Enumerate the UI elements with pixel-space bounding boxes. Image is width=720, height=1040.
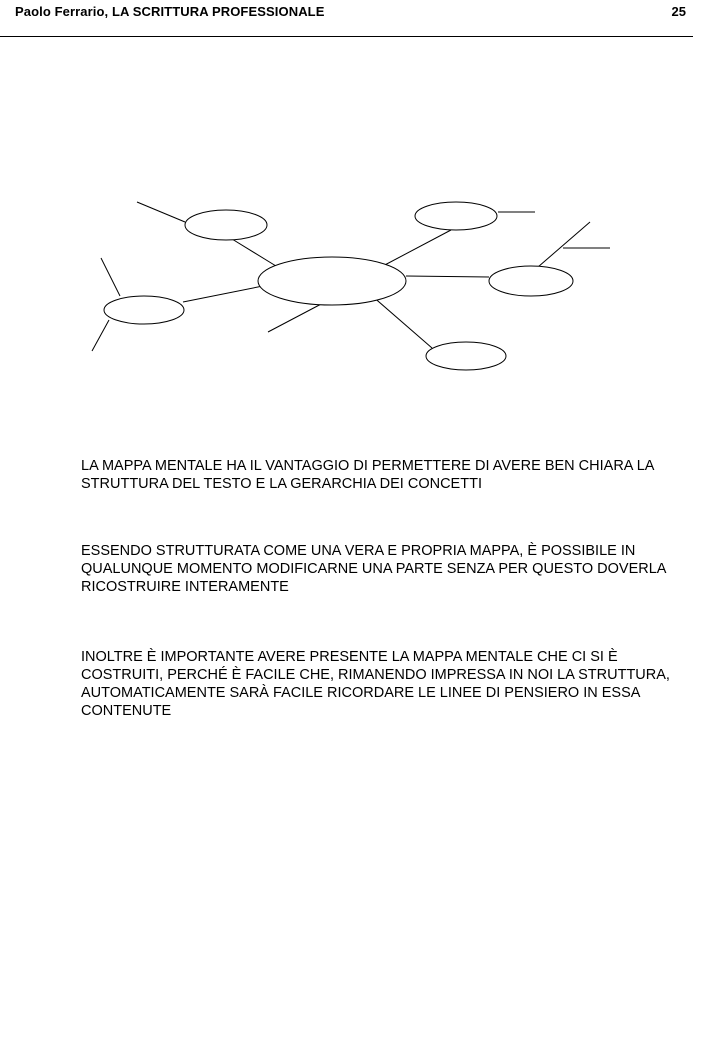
paragraph-mind-map-advantage: LA MAPPA MENTALE HA IL VANTAGGIO DI PERMETTERE DI AVERE BEN CHIARA LA STRUTTURA DEL TESTO E LA GERARCHIA DEI CONCETTI xyxy=(81,458,654,492)
mind-map-link xyxy=(406,276,489,277)
paragraph-mind-map-editable: ESSENDO STRUTTURATA COME UNA VERA E PROPRIA MAPPA, È POSSIBILE IN QUALUNQUE MOMENTO MODIFICARNE UNA PARTE SENZA PER QUESTO DOVERLA RICOSTRUIRE INTERAMENTE xyxy=(81,543,666,595)
mind-map-link xyxy=(101,258,120,296)
mind-map-link xyxy=(232,239,276,266)
mind-map-node xyxy=(489,266,573,296)
mind-map-link xyxy=(92,320,109,351)
mind-map-node xyxy=(104,296,184,324)
mind-map-link xyxy=(371,295,432,348)
mind-map-link xyxy=(183,285,268,302)
mind-map-link xyxy=(268,302,325,332)
mind-map-node xyxy=(185,210,267,240)
mind-map-node xyxy=(426,342,506,370)
page-number: 25 xyxy=(671,4,686,19)
mind-map-node xyxy=(415,202,497,230)
running-title: Paolo Ferrario, LA SCRITTURA PROFESSIONALE xyxy=(15,4,325,19)
mind-map-link xyxy=(137,202,185,222)
mind-map-central-node xyxy=(258,257,406,305)
mind-map-link xyxy=(381,230,451,267)
mind-map-link xyxy=(538,222,590,267)
paragraph-mind-map-memory: INOLTRE È IMPORTANTE AVERE PRESENTE LA MAPPA MENTALE CHE CI SI È COSTRUITI, PERCHÉ È FACILE CHE, RIMANENDO IMPRESSA IN NOI LA STRUTTURA, AUTOMATICAMENTE SARÀ FACILE RICORDARE LE LINEE DI PENSIERO IN ESSA CONTENUTE xyxy=(81,649,670,719)
